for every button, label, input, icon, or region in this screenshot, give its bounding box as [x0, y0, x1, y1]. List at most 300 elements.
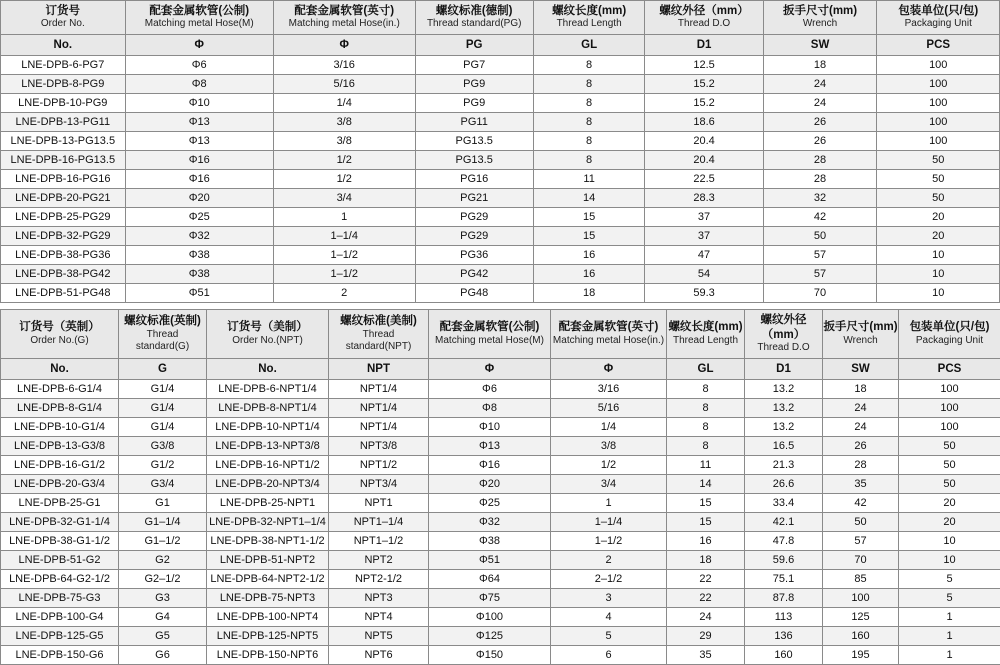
cell-order-no: LNE-DPB-64-G2-1/2 [1, 569, 119, 588]
table-cell: 100 [877, 94, 1000, 113]
header-cell-thread-od [745, 310, 823, 358]
symbol-cell-thread-standard-pg [415, 34, 533, 55]
table-cell: 136 [745, 626, 823, 645]
table-cell: 10 [877, 265, 1000, 284]
table-cell: Φ16 [125, 151, 273, 170]
header-en: Thread D.O [645, 18, 762, 34]
table-cell: LNE-DPB-16-NPT1/2 [207, 455, 329, 474]
header-symbol: SW [764, 35, 877, 55]
table-cell: PG16 [415, 170, 533, 189]
header-cn: 扳手尺寸(mm) [823, 317, 898, 334]
table-cell: NPT1 [329, 493, 429, 512]
header-cn: 螺纹外径（mm） [645, 1, 762, 18]
table-cell: 1–1/4 [551, 512, 667, 531]
header-cell-packaging-unit [899, 310, 1000, 358]
table-cell: 3/4 [551, 474, 667, 493]
table-cell: LNE-DPB-25-NPT1 [207, 493, 329, 512]
table-cell: 160 [823, 626, 899, 645]
table-cell: 24 [763, 75, 877, 94]
cell-order-no: LNE-DPB-51-PG48 [1, 284, 126, 303]
table-cell: Φ75 [429, 588, 551, 607]
table-row [1, 208, 1000, 227]
table-cell: 28 [823, 455, 899, 474]
table-cell: 16 [667, 531, 745, 550]
table-cell: NPT3/4 [329, 474, 429, 493]
table-row [1, 151, 1000, 170]
table-cell: 1 [899, 645, 1000, 664]
table-cell: Φ150 [429, 645, 551, 664]
header-cell-order-no-npt [207, 310, 329, 358]
table-cell: NPT1/2 [329, 455, 429, 474]
header-cn: 配套金属软管(英寸) [551, 317, 666, 334]
table-cell: LNE-DPB-75-NPT3 [207, 588, 329, 607]
table-cell: G4 [119, 607, 207, 626]
header-en: Order No.(G) [1, 335, 118, 351]
table-row [1, 569, 1000, 588]
symbol-cell-packaging-unit [899, 358, 1000, 379]
cell-order-no: LNE-DPB-38-PG36 [1, 246, 126, 265]
header-symbol: No. [1, 359, 118, 379]
table-cell: 1–1/4 [273, 227, 415, 246]
header-symbol: No. [207, 359, 328, 379]
symbol-cell-thread-standard-g [119, 358, 207, 379]
table-cell: 54 [645, 265, 763, 284]
table-row [1, 398, 1000, 417]
table-cell: 16 [533, 265, 645, 284]
table-cell: 100 [877, 56, 1000, 75]
table-row [1, 436, 1000, 455]
header-symbol: GL [534, 35, 645, 55]
table-cell: G1/2 [119, 455, 207, 474]
header-cn: 包装单位(只/包) [877, 1, 999, 18]
table-cell: 1–1/2 [273, 246, 415, 265]
table-row [1, 531, 1000, 550]
symbol-cell-hose-metric [429, 358, 551, 379]
table-cell: 20.4 [645, 151, 763, 170]
table-cell: 8 [533, 113, 645, 132]
cell-order-no: LNE-DPB-32-PG29 [1, 227, 126, 246]
header-cell-packaging-unit [877, 1, 1000, 35]
table-cell: Φ16 [125, 170, 273, 189]
header-en: Thread standard(G) [119, 329, 206, 357]
header-en: Order No.(NPT) [207, 335, 328, 351]
header-cn: 配套金属软管(公制) [126, 1, 273, 18]
table-cell: 42 [823, 493, 899, 512]
table-cell: 113 [745, 607, 823, 626]
table-cell: LNE-DPB-20-NPT3/4 [207, 474, 329, 493]
table-cell: 3/8 [273, 113, 415, 132]
header-row-titles [1, 1, 1000, 35]
table-cell: NPT1/4 [329, 398, 429, 417]
table-cell: 57 [763, 246, 877, 265]
table-cell: 6 [551, 645, 667, 664]
table-cell: G1/4 [119, 379, 207, 398]
cell-order-no: LNE-DPB-13-G3/8 [1, 436, 119, 455]
table-cell: 22.5 [645, 170, 763, 189]
table-cell: PG36 [415, 246, 533, 265]
table-cell: 33.4 [745, 493, 823, 512]
cell-order-no: LNE-DPB-16-PG13.5 [1, 151, 126, 170]
table-cell: 13.2 [745, 398, 823, 417]
table-cell: 20 [877, 208, 1000, 227]
table-cell: LNE-DPB-13-NPT3/8 [207, 436, 329, 455]
header-en: Thread Length [534, 18, 645, 34]
table-cell: 11 [533, 170, 645, 189]
symbol-cell-hose-inch [551, 358, 667, 379]
table-cell: G1/4 [119, 398, 207, 417]
table-cell: 100 [877, 132, 1000, 151]
table-cell: 1 [899, 626, 1000, 645]
table-cell: PG13.5 [415, 132, 533, 151]
table-cell: 12.5 [645, 56, 763, 75]
table-cell: PG29 [415, 227, 533, 246]
table-cell: 20.4 [645, 132, 763, 151]
symbol-cell-order-no-npt [207, 358, 329, 379]
table-cell: 15 [667, 512, 745, 531]
table-cell: Φ38 [429, 531, 551, 550]
table-cell: 18.6 [645, 113, 763, 132]
header-symbol: Φ [126, 35, 273, 55]
table-cell: Φ125 [429, 626, 551, 645]
table-cell: G1 [119, 493, 207, 512]
table-cell: 59.3 [645, 284, 763, 303]
table-cell: NPT4 [329, 607, 429, 626]
header-cell-hose-inch [273, 1, 415, 35]
table-cell: G1–1/2 [119, 531, 207, 550]
cell-order-no: LNE-DPB-100-G4 [1, 607, 119, 626]
table-cell: 47.8 [745, 531, 823, 550]
table-cell: 47 [645, 246, 763, 265]
header-en: Wrench [764, 18, 877, 34]
table-cell: 100 [899, 398, 1000, 417]
header-cell-order-no [1, 1, 126, 35]
table-cell: 20 [899, 512, 1000, 531]
table-cell: 5 [899, 569, 1000, 588]
cell-order-no: LNE-DPB-16-G1/2 [1, 455, 119, 474]
symbol-cell-order-no-g [1, 358, 119, 379]
header-cell-thread-length [533, 1, 645, 35]
cell-order-no: LNE-DPB-13-PG13.5 [1, 132, 126, 151]
table-cell: PG9 [415, 75, 533, 94]
table-cell: 50 [877, 151, 1000, 170]
table-cell: 50 [899, 474, 1000, 493]
cell-order-no: LNE-DPB-75-G3 [1, 588, 119, 607]
table-cell: 50 [823, 512, 899, 531]
table-cell: 8 [667, 417, 745, 436]
header-en: Thread Length [667, 335, 744, 351]
header-en: Matching metal Hose(M) [126, 18, 273, 34]
table-cell: 24 [823, 398, 899, 417]
table-row [1, 189, 1000, 208]
table-cell: LNE-DPB-32-NPT1–1/4 [207, 512, 329, 531]
header-cell-hose-inch [551, 310, 667, 358]
table-cell: 1–1/2 [551, 531, 667, 550]
header-symbol: Φ [551, 359, 666, 379]
table-cell: 26 [763, 132, 877, 151]
table-cell: 160 [745, 645, 823, 664]
table-row [1, 246, 1000, 265]
table-cell: 8 [533, 56, 645, 75]
table-cell: Φ20 [125, 189, 273, 208]
header-symbol: D1 [745, 359, 822, 379]
table-cell: 15.2 [645, 75, 763, 94]
table-cell: 8 [667, 379, 745, 398]
table-cell: 3/8 [273, 132, 415, 151]
table-row [1, 379, 1000, 398]
table-cell: Φ32 [125, 227, 273, 246]
table-cell: Φ38 [125, 246, 273, 265]
table-cell: LNE-DPB-38-NPT1-1/2 [207, 531, 329, 550]
table-cell: 15 [533, 208, 645, 227]
header-cn: 扳手尺寸(mm) [764, 1, 877, 18]
table-row [1, 455, 1000, 474]
table-cell: 70 [823, 550, 899, 569]
table-cell: 87.8 [745, 588, 823, 607]
table-cell: 10 [877, 284, 1000, 303]
table-cell: 26 [823, 436, 899, 455]
header-en: Thread standard(NPT) [329, 329, 428, 357]
table-cell: NPT2-1/2 [329, 569, 429, 588]
table-cell: G5 [119, 626, 207, 645]
header-symbol: NPT [329, 359, 428, 379]
table-cell: NPT1–1/2 [329, 531, 429, 550]
table-row [1, 588, 1000, 607]
table-cell: 1/2 [273, 170, 415, 189]
header-cn: 螺纹长度(mm) [534, 1, 645, 18]
header-en: Matching metal Hose(in.) [274, 18, 415, 34]
table-row [1, 417, 1000, 436]
table-cell: Φ8 [429, 398, 551, 417]
table-cell: 100 [899, 417, 1000, 436]
cell-order-no: LNE-DPB-51-G2 [1, 550, 119, 569]
table-cell: 57 [763, 265, 877, 284]
header-cn: 配套金属软管(公制) [429, 317, 550, 334]
table-cell: Φ25 [125, 208, 273, 227]
table-cell: 10 [877, 246, 1000, 265]
table-cell: PG13.5 [415, 151, 533, 170]
header-cn: 订货号（美制） [207, 317, 328, 334]
table-cell: 1 [551, 493, 667, 512]
header-cn: 配套金属软管(英寸) [274, 1, 415, 18]
table-cell: 100 [877, 75, 1000, 94]
symbol-cell-hose-metric [125, 34, 273, 55]
table-cell: Φ13 [429, 436, 551, 455]
table-cell: G3/8 [119, 436, 207, 455]
table-cell: Φ51 [429, 550, 551, 569]
header-cn: 螺纹标准(美制) [329, 311, 428, 328]
table-cell: 14 [533, 189, 645, 208]
table-cell: PG7 [415, 56, 533, 75]
cell-order-no: LNE-DPB-38-PG42 [1, 265, 126, 284]
cell-order-no: LNE-DPB-20-PG21 [1, 189, 126, 208]
table-cell: 8 [533, 75, 645, 94]
table-cell: G3 [119, 588, 207, 607]
cell-order-no: LNE-DPB-8-G1/4 [1, 398, 119, 417]
header-row-titles [1, 310, 1000, 358]
symbol-cell-thread-length [533, 34, 645, 55]
table-cell: G2 [119, 550, 207, 569]
table-cell: G1/4 [119, 417, 207, 436]
table-cell: 28 [763, 170, 877, 189]
table-cell: 16 [533, 246, 645, 265]
table-cell: 26.6 [745, 474, 823, 493]
table-cell: LNE-DPB-100-NPT4 [207, 607, 329, 626]
table-cell: G2–1/2 [119, 569, 207, 588]
table-cell: 13.2 [745, 417, 823, 436]
table-cell: 11 [667, 455, 745, 474]
table-cell: 2 [551, 550, 667, 569]
table-cell: 85 [823, 569, 899, 588]
header-cn: 包装单位(只/包) [899, 317, 1000, 334]
header-symbol: PG [416, 35, 533, 55]
table-row [1, 56, 1000, 75]
table-cell: Φ32 [429, 512, 551, 531]
table-cell: 5 [899, 588, 1000, 607]
table-cell: 57 [823, 531, 899, 550]
table-cell: 50 [877, 170, 1000, 189]
table-cell: Φ8 [125, 75, 273, 94]
metric-pg-table-block [0, 0, 1000, 303]
table-cell: 32 [763, 189, 877, 208]
table-cell: 15.2 [645, 94, 763, 113]
cell-order-no: LNE-DPB-25-G1 [1, 493, 119, 512]
header-cell-thread-od [645, 1, 763, 35]
table-cell: 18 [533, 284, 645, 303]
table-cell: 1 [899, 607, 1000, 626]
symbol-cell-thread-length [667, 358, 745, 379]
metric-pg-table-head [1, 1, 1000, 56]
table-cell: LNE-DPB-125-NPT5 [207, 626, 329, 645]
header-symbol: Φ [429, 359, 550, 379]
symbol-cell-packaging-unit [877, 34, 1000, 55]
table-cell: 50 [899, 455, 1000, 474]
table-cell: 42 [763, 208, 877, 227]
table-cell: NPT5 [329, 626, 429, 645]
g-npt-table [0, 309, 1000, 665]
symbol-cell-thread-od [645, 34, 763, 55]
table-cell: NPT3 [329, 588, 429, 607]
cell-order-no: LNE-DPB-150-G6 [1, 645, 119, 664]
header-symbol: No. [1, 35, 125, 55]
header-cell-hose-metric [429, 310, 551, 358]
table-cell: 24 [667, 607, 745, 626]
table-cell: 13.2 [745, 379, 823, 398]
table-cell: 2–1/2 [551, 569, 667, 588]
table-row [1, 607, 1000, 626]
table-cell: 28 [763, 151, 877, 170]
table-cell: Φ13 [125, 113, 273, 132]
table-cell: PG11 [415, 113, 533, 132]
table-cell: 10 [899, 531, 1000, 550]
table-cell: 59.6 [745, 550, 823, 569]
table-cell: 35 [823, 474, 899, 493]
symbol-cell-wrench [823, 358, 899, 379]
table-cell: 5/16 [273, 75, 415, 94]
table-cell: 37 [645, 208, 763, 227]
table-cell: 18 [823, 379, 899, 398]
table-cell: Φ10 [125, 94, 273, 113]
table-cell: 8 [533, 94, 645, 113]
table-cell: 14 [667, 474, 745, 493]
table-cell: 22 [667, 588, 745, 607]
table-cell: LNE-DPB-10-NPT1/4 [207, 417, 329, 436]
table-cell: Φ16 [429, 455, 551, 474]
table-cell: 26 [763, 113, 877, 132]
table-cell: 22 [667, 569, 745, 588]
table-row [1, 94, 1000, 113]
table-cell: G6 [119, 645, 207, 664]
table-cell: LNE-DPB-64-NPT2-1/2 [207, 569, 329, 588]
table-cell: 1/4 [273, 94, 415, 113]
table-cell: Φ64 [429, 569, 551, 588]
table-row [1, 75, 1000, 94]
cell-order-no: LNE-DPB-13-PG11 [1, 113, 126, 132]
table-cell: PG9 [415, 94, 533, 113]
symbol-cell-thread-standard-npt [329, 358, 429, 379]
header-cell-wrench [763, 1, 877, 35]
table-cell: 100 [899, 379, 1000, 398]
cell-order-no: LNE-DPB-8-PG9 [1, 75, 126, 94]
table-cell: 3/16 [551, 379, 667, 398]
table-cell: 1–1/2 [273, 265, 415, 284]
table-cell: PG48 [415, 284, 533, 303]
table-cell: 50 [899, 436, 1000, 455]
g-npt-table-block [0, 309, 1000, 665]
header-en: Wrench [823, 335, 898, 351]
table-cell: NPT6 [329, 645, 429, 664]
header-cell-thread-length [667, 310, 745, 358]
cell-order-no: LNE-DPB-6-PG7 [1, 56, 126, 75]
table-cell: 1 [273, 208, 415, 227]
cell-order-no: LNE-DPB-20-G3/4 [1, 474, 119, 493]
metric-pg-table-body [1, 56, 1000, 303]
table-cell: Φ38 [125, 265, 273, 284]
header-cn: 螺纹标准(德制) [416, 1, 533, 18]
table-cell: 1/2 [273, 151, 415, 170]
header-cn: 螺纹长度(mm) [667, 317, 744, 334]
table-cell: NPT1/4 [329, 379, 429, 398]
table-cell: 2 [273, 284, 415, 303]
table-cell: 18 [763, 56, 877, 75]
table-row [1, 132, 1000, 151]
table-cell: 15 [533, 227, 645, 246]
table-cell: 1/4 [551, 417, 667, 436]
table-row [1, 284, 1000, 303]
table-cell: 8 [667, 398, 745, 417]
table-cell: NPT1/4 [329, 417, 429, 436]
header-en: Packaging Unit [877, 18, 999, 34]
table-cell: 75.1 [745, 569, 823, 588]
table-cell: 8 [533, 132, 645, 151]
header-cell-thread-standard-npt [329, 310, 429, 358]
table-cell: 1/2 [551, 455, 667, 474]
table-row [1, 265, 1000, 284]
header-symbol: SW [823, 359, 898, 379]
header-en: Thread standard(PG) [416, 18, 533, 34]
table-row [1, 550, 1000, 569]
table-cell: 10 [899, 550, 1000, 569]
table-cell: 5/16 [551, 398, 667, 417]
table-row [1, 626, 1000, 645]
table-cell: 70 [763, 284, 877, 303]
table-row [1, 512, 1000, 531]
header-symbol: PCS [899, 359, 1000, 379]
header-cn: 螺纹标准(英制) [119, 311, 206, 328]
table-cell: 8 [533, 151, 645, 170]
cell-order-no: LNE-DPB-32-G1-1/4 [1, 512, 119, 531]
table-cell: G3/4 [119, 474, 207, 493]
header-row-symbols [1, 34, 1000, 55]
